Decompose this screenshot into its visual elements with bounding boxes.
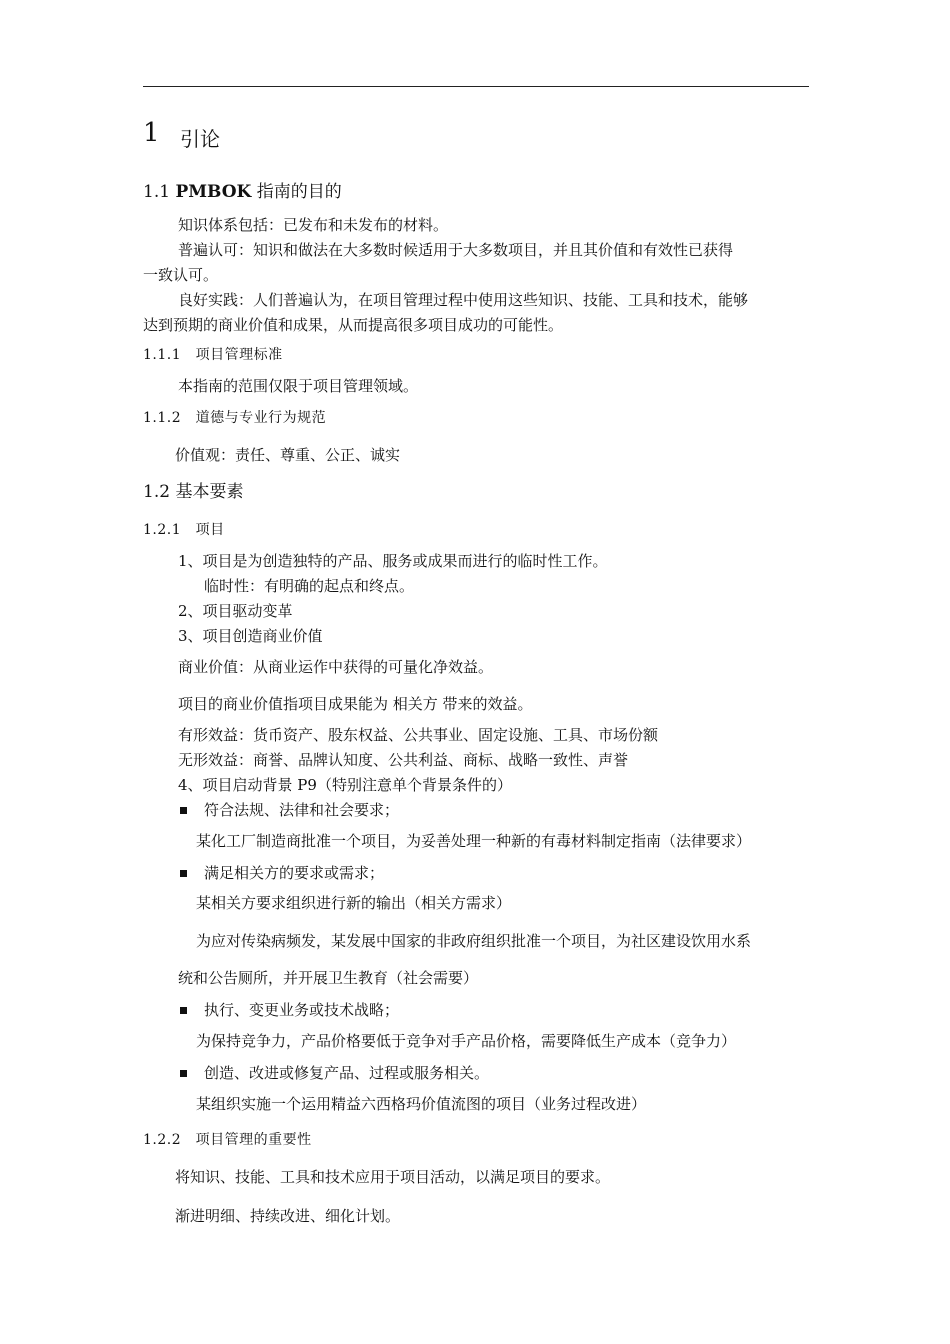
bullet-item: 满足相关方的要求或需求；: [204, 864, 385, 882]
paragraph: 普遍认可：知识和做法在大多数时候适用于大多数项目，并且其价值和有效性已获得: [178, 241, 734, 259]
section-1-2-2-heading: 1.2.2 项目管理的重要性: [143, 1132, 312, 1148]
bullet-icon: [180, 1007, 187, 1014]
example-text: 某化工厂制造商批准一个项目，为妥善处理一种新的有毒材料制定指南（法律要求）: [196, 832, 752, 850]
list-item: 2、项目驱动变革: [178, 602, 293, 620]
bullet-icon: [180, 1070, 187, 1077]
paragraph: 一致认可。: [143, 266, 219, 284]
paragraph: 商业价值：从商业运作中获得的可量化净效益。: [178, 658, 494, 676]
paragraph: 将知识、技能、工具和技术应用于项目活动，以满足项目的要求。: [175, 1168, 611, 1186]
example-text: 为保持竞争力，产品价格要低于竞争对手产品价格，需要降低生产成本（竞争力）: [196, 1032, 737, 1050]
section-1-2-1-heading: 1.2.1 项目: [143, 522, 225, 538]
paragraph: 项目的商业价值指项目成果能为 相关方 带来的效益。: [178, 695, 533, 713]
bullet-item: 符合法规、法律和社会要求；: [204, 801, 400, 819]
paragraph: 良好实践：人们普遍认为，在项目管理过程中使用这些知识、技能、工具和技术，能够: [178, 291, 749, 309]
section-1-1-1-heading: 1.1.1 项目管理标准: [143, 347, 283, 363]
list-item: 4、项目启动背景 P9（特别注意单个背景条件的）: [178, 776, 512, 794]
list-item-sub: 临时性：有明确的起点和终点。: [204, 577, 415, 595]
example-text: 为应对传染病频发，某发展中国家的非政府组织批准一个项目，为社区建设饮用水系: [196, 932, 752, 950]
chapter-title: 引论: [180, 127, 220, 151]
bullet-icon: [180, 870, 187, 877]
paragraph: 知识体系包括：已发布和未发布的材料。: [178, 216, 449, 234]
bullet-icon: [180, 807, 187, 814]
header-rule: [143, 86, 809, 87]
section-1-1-heading: 1.1 PMBOK 指南的目的: [143, 182, 342, 202]
example-text: 某组织实施一个运用精益六西格玛价值流图的项目（业务过程改进）: [196, 1095, 647, 1113]
paragraph: 有形效益：货币资产、股东权益、公共事业、固定设施、工具、市场份额: [178, 726, 659, 744]
list-item: 3、项目创造商业价值: [178, 627, 323, 645]
section-1-2-heading: 1.2 基本要素: [143, 482, 244, 502]
paragraph: 价值观：责任、尊重、公正、诚实: [175, 446, 401, 464]
example-text: 统和公告厕所，并开展卫生教育（社会需要）: [178, 969, 479, 987]
paragraph: 无形效益：商誉、品牌认知度、公共利益、商标、战略一致性、声誉: [178, 751, 629, 769]
section-1-1-2-heading: 1.1.2 道德与专业行为规范: [143, 410, 327, 426]
bullet-item: 创造、改进或修复产品、过程或服务相关。: [204, 1064, 490, 1082]
paragraph: 渐进明细、持续改进、细化计划。: [175, 1207, 401, 1225]
example-text: 某相关方要求组织进行新的输出（相关方需求）: [196, 894, 512, 912]
paragraph: 本指南的范围仅限于项目管理领域。: [178, 377, 419, 395]
list-item: 1、项目是为创造独特的产品、服务或成果而进行的临时性工作。: [178, 552, 608, 570]
chapter-number: 1: [143, 118, 160, 148]
bullet-item: 执行、变更业务或技术战略；: [204, 1001, 400, 1019]
paragraph: 达到预期的商业价值和成果，从而提高很多项目成功的可能性。: [143, 316, 564, 334]
